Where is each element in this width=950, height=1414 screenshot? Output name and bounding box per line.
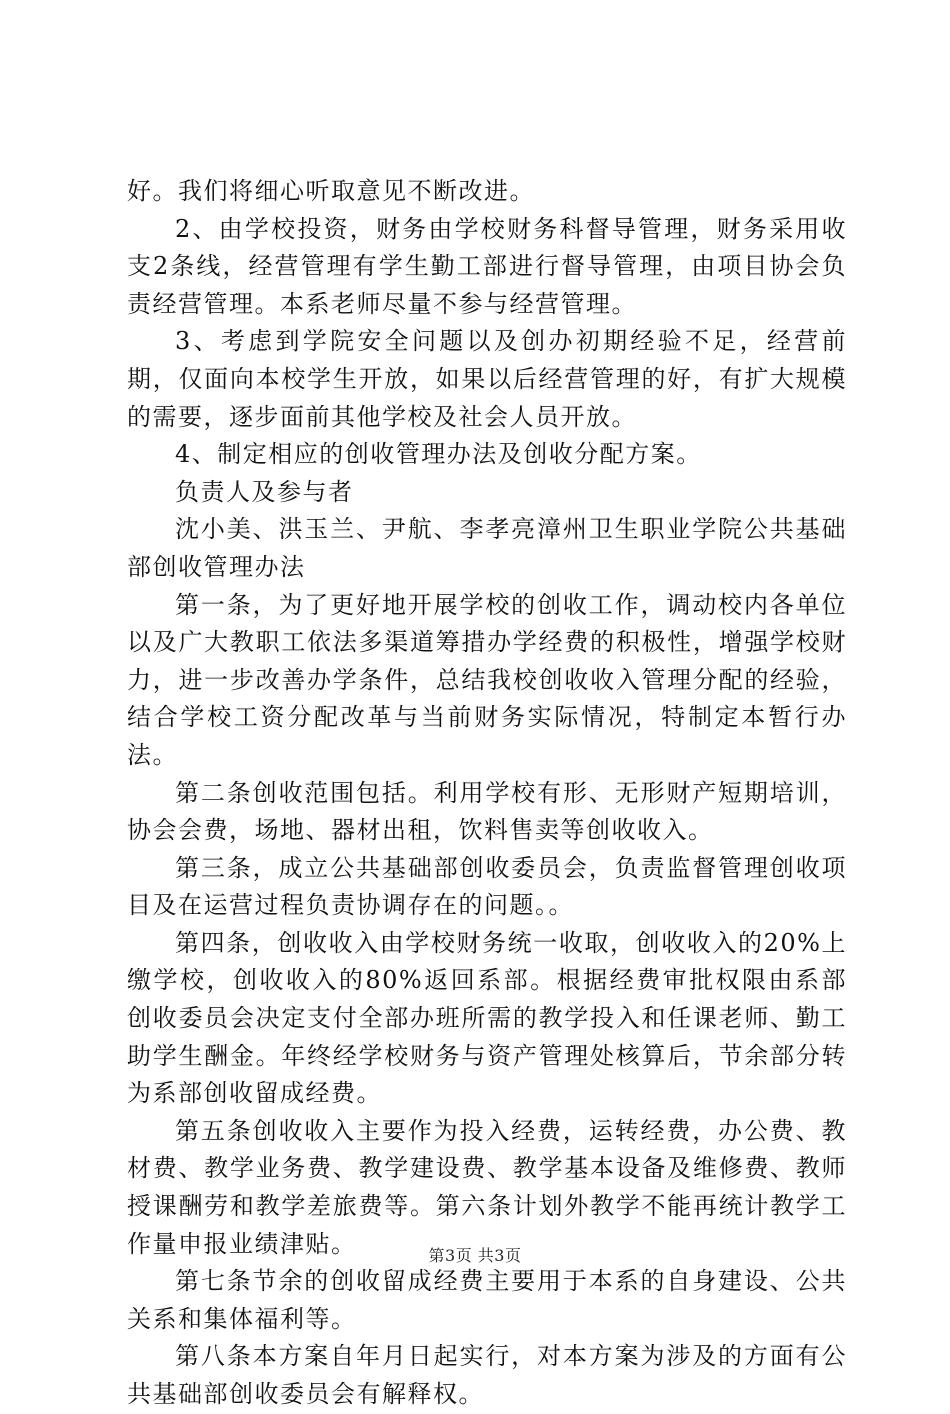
- paragraph-5: 负责人及参与者: [175, 477, 354, 506]
- paragraph-1: 好。我们将细心听取意见不断改进。: [127, 177, 535, 205]
- paragraph-10: 第四条，创收收入由学校财务统一收取，创收收入的20%上缴学校，创收收入的80%返回系部。根据经费审批权限由系部创收委员会决定支付全部办班所需的教学投入和任课老师、勤工助学生酬金。年终经学校财务与资产管理处核算后，节余部分转为系部创收留成经费。: [127, 928, 847, 1108]
- page-number-footer: 第3页 共3页: [428, 1246, 522, 1265]
- paragraph-7: 第一条，为了更好地开展学校的创收工作，调动校内各单位以及广大教职工依法多渠道筹措办学经费的积极性，增强学校财力，进一步改善办学条件，总结我校创收收入管理分配的经验，结合学校工资分配改革与当前财务实际情况，特制定本暂行办法。: [127, 590, 847, 769]
- paragraph-11: 第五条创收收入主要作为投入经费，运转经费，办公费、教材费、教学业务费、教学建设费、教学基本设备及维修费、教师授课酬劳和教学差旅费等。第六条计划外教学不能再统计教学工作量申报业绩津贴。: [127, 1116, 847, 1258]
- paragraph-6: 沈小美、洪玉兰、尹航、李孝亮漳州卫生职业学院公共基础部创收管理办法: [127, 515, 847, 581]
- paragraph-2: 2、由学校投资，财务由学校财务科督导管理，财务采用收支2条线，经营管理有学生勤工部进行督导管理，由项目协会负责经营管理。本系老师尽量不参与经营管理。: [127, 214, 847, 318]
- paragraph-8: 第二条创收范围包括。利用学校有形、无形财产短期培训，协会会费，场地、器材出租，饮料售卖等创收收入。: [127, 778, 847, 845]
- paragraph-4: 4、制定相应的创收管理办法及创收分配方案。: [175, 440, 702, 469]
- paragraph-9: 第三条，成立公共基础部创收委员会，负责监督管理创收项目及在运营过程负责协调存在的问题。。: [127, 853, 847, 920]
- paragraph-13: 第八条本方案自年月日起实行，对本方案为涉及的方面有公共基础部创收委员会有解释权。: [127, 1342, 847, 1408]
- document-body: [127, 173, 847, 1414]
- paragraph-3: 3、考虑到学院安全问题以及创办初期经验不足，经营前期，仅面向本校学生开放，如果以后经营管理的好，有扩大规模的需要，逐步面前其他学校及社会人员开放。: [127, 327, 847, 431]
- paragraph-12: 第七条节余的创收留成经费主要用于本系的自身建设、公共关系和集体福利等。: [127, 1267, 847, 1333]
